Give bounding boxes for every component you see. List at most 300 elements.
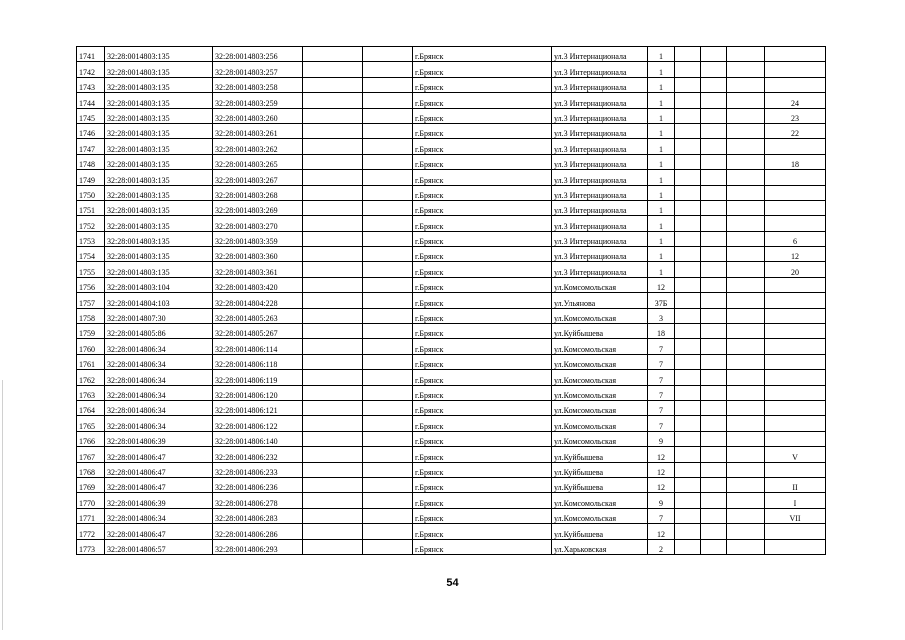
empty-cell xyxy=(303,539,363,554)
house-number-cell: 7 xyxy=(648,370,675,385)
city-cell: г.Брянск xyxy=(413,262,552,277)
street-cell: ул.3 Интернационала xyxy=(552,123,648,138)
city-cell: г.Брянск xyxy=(413,247,552,262)
empty-cell xyxy=(363,231,413,246)
row-number: 1761 xyxy=(77,354,105,369)
empty-cell xyxy=(675,385,701,400)
empty-cell xyxy=(701,447,727,462)
table-row xyxy=(77,231,826,246)
empty-cell xyxy=(303,47,363,62)
apartment-cell xyxy=(765,185,826,200)
parent-cadastral-number: 32:28:0014803:135 xyxy=(105,62,213,77)
table-row xyxy=(77,462,826,477)
street-cell: ул.Комсомольская xyxy=(552,385,648,400)
page-number: 54 xyxy=(446,577,459,589)
cadastral-number: 32:28:0014803:361 xyxy=(213,262,303,277)
empty-cell xyxy=(303,200,363,215)
empty-cell xyxy=(675,47,701,62)
city-cell: г.Брянск xyxy=(413,370,552,385)
empty-cell xyxy=(727,293,765,308)
table-row xyxy=(77,293,826,308)
scan-edge-line xyxy=(2,380,3,630)
empty-cell xyxy=(701,308,727,323)
row-number: 1767 xyxy=(77,447,105,462)
empty-cell xyxy=(303,354,363,369)
empty-cell xyxy=(727,185,765,200)
city-cell: г.Брянск xyxy=(413,354,552,369)
street-cell: ул.Комсомольская xyxy=(552,508,648,523)
city-cell: г.Брянск xyxy=(413,47,552,62)
empty-cell xyxy=(675,508,701,523)
table-row xyxy=(77,493,826,508)
empty-cell xyxy=(675,400,701,415)
parent-cadastral-number: 32:28:0014805:86 xyxy=(105,324,213,339)
street-cell: ул.Комсомольская xyxy=(552,370,648,385)
empty-cell xyxy=(303,293,363,308)
street-cell: ул.Куйбышева xyxy=(552,447,648,462)
empty-cell xyxy=(303,324,363,339)
empty-cell xyxy=(727,354,765,369)
parent-cadastral-number: 32:28:0014803:135 xyxy=(105,170,213,185)
empty-cell xyxy=(363,185,413,200)
cadastral-number: 32:28:0014806:140 xyxy=(213,431,303,446)
apartment-cell: 20 xyxy=(765,262,826,277)
table-row xyxy=(77,524,826,539)
empty-cell xyxy=(727,539,765,554)
table-row xyxy=(77,308,826,323)
city-cell: г.Брянск xyxy=(413,324,552,339)
empty-cell xyxy=(701,416,727,431)
empty-cell xyxy=(363,216,413,231)
empty-cell xyxy=(701,524,727,539)
street-cell: ул.Куйбышева xyxy=(552,524,648,539)
house-number-cell: 12 xyxy=(648,277,675,292)
empty-cell xyxy=(303,416,363,431)
table-row xyxy=(77,247,826,262)
parent-cadastral-number: 32:28:0014803:135 xyxy=(105,77,213,92)
parent-cadastral-number: 32:28:0014803:135 xyxy=(105,185,213,200)
house-number-cell: 1 xyxy=(648,247,675,262)
house-number-cell: 1 xyxy=(648,231,675,246)
house-number-cell: 2 xyxy=(648,539,675,554)
table-row xyxy=(77,539,826,554)
cadastral-number: 32:28:0014803:359 xyxy=(213,231,303,246)
house-number-cell: 1 xyxy=(648,108,675,123)
empty-cell xyxy=(701,154,727,169)
row-number: 1744 xyxy=(77,93,105,108)
empty-cell xyxy=(727,462,765,477)
cadastral-number: 32:28:0014806:114 xyxy=(213,339,303,354)
empty-cell xyxy=(363,508,413,523)
empty-cell xyxy=(727,339,765,354)
empty-cell xyxy=(363,308,413,323)
parent-cadastral-number: 32:28:0014803:135 xyxy=(105,108,213,123)
city-cell: г.Брянск xyxy=(413,339,552,354)
house-number-cell: 1 xyxy=(648,62,675,77)
empty-cell xyxy=(727,62,765,77)
empty-cell xyxy=(675,77,701,92)
street-cell: ул.Комсомольская xyxy=(552,493,648,508)
apartment-cell xyxy=(765,77,826,92)
row-number: 1765 xyxy=(77,416,105,431)
empty-cell xyxy=(701,123,727,138)
apartment-cell xyxy=(765,416,826,431)
house-number-cell: 1 xyxy=(648,47,675,62)
city-cell: г.Брянск xyxy=(413,200,552,215)
empty-cell xyxy=(701,216,727,231)
house-number-cell: 7 xyxy=(648,354,675,369)
street-cell: ул.Харьковская xyxy=(552,539,648,554)
table-row xyxy=(77,416,826,431)
house-number-cell: 7 xyxy=(648,400,675,415)
city-cell: г.Брянск xyxy=(413,123,552,138)
city-cell: г.Брянск xyxy=(413,216,552,231)
empty-cell xyxy=(701,77,727,92)
row-number: 1760 xyxy=(77,339,105,354)
cadastral-number: 32:28:0014803:259 xyxy=(213,93,303,108)
row-number: 1769 xyxy=(77,477,105,492)
document-sheet xyxy=(76,46,826,555)
street-cell: ул.3 Интернационала xyxy=(552,62,648,77)
table-row xyxy=(77,431,826,446)
apartment-cell: 24 xyxy=(765,93,826,108)
empty-cell xyxy=(303,170,363,185)
apartment-cell: 18 xyxy=(765,154,826,169)
parent-cadastral-number: 32:28:0014806:47 xyxy=(105,477,213,492)
street-cell: ул.Куйбышева xyxy=(552,324,648,339)
city-cell: г.Брянск xyxy=(413,108,552,123)
table-row xyxy=(77,62,826,77)
apartment-cell xyxy=(765,524,826,539)
parent-cadastral-number: 32:28:0014803:135 xyxy=(105,93,213,108)
table-row xyxy=(77,123,826,138)
house-number-cell: 12 xyxy=(648,477,675,492)
house-number-cell: 18 xyxy=(648,324,675,339)
cadastral-number: 32:28:0014806:119 xyxy=(213,370,303,385)
empty-cell xyxy=(363,385,413,400)
city-cell: г.Брянск xyxy=(413,308,552,323)
empty-cell xyxy=(363,62,413,77)
row-number: 1763 xyxy=(77,385,105,400)
street-cell: ул.3 Интернационала xyxy=(552,139,648,154)
empty-cell xyxy=(363,200,413,215)
row-number: 1751 xyxy=(77,200,105,215)
house-number-cell: 1 xyxy=(648,185,675,200)
empty-cell xyxy=(701,508,727,523)
parent-cadastral-number: 32:28:0014806:34 xyxy=(105,370,213,385)
apartment-cell xyxy=(765,324,826,339)
cadastral-number: 32:28:0014806:121 xyxy=(213,400,303,415)
table-row xyxy=(77,400,826,415)
empty-cell xyxy=(303,77,363,92)
city-cell: г.Брянск xyxy=(413,277,552,292)
empty-cell xyxy=(363,108,413,123)
cadastral-number: 32:28:0014806:286 xyxy=(213,524,303,539)
street-cell: ул.Комсомольская xyxy=(552,431,648,446)
empty-cell xyxy=(363,123,413,138)
street-cell: ул.3 Интернационала xyxy=(552,154,648,169)
registry-table xyxy=(76,46,826,555)
parent-cadastral-number: 32:28:0014803:135 xyxy=(105,47,213,62)
empty-cell xyxy=(675,462,701,477)
parent-cadastral-number: 32:28:0014806:47 xyxy=(105,447,213,462)
empty-cell xyxy=(363,524,413,539)
cadastral-number: 32:28:0014803:265 xyxy=(213,154,303,169)
apartment-cell xyxy=(765,200,826,215)
row-number: 1750 xyxy=(77,185,105,200)
empty-cell xyxy=(701,185,727,200)
empty-cell xyxy=(701,62,727,77)
table-row xyxy=(77,447,826,462)
empty-cell xyxy=(727,123,765,138)
empty-cell xyxy=(701,247,727,262)
apartment-cell: 23 xyxy=(765,108,826,123)
row-number: 1741 xyxy=(77,47,105,62)
street-cell: ул.3 Интернационала xyxy=(552,185,648,200)
house-number-cell: 12 xyxy=(648,447,675,462)
empty-cell xyxy=(701,493,727,508)
empty-cell xyxy=(727,493,765,508)
empty-cell xyxy=(303,62,363,77)
table-row xyxy=(77,216,826,231)
registry-rows xyxy=(77,47,826,555)
apartment-cell: 6 xyxy=(765,231,826,246)
empty-cell xyxy=(675,477,701,492)
cadastral-number: 32:28:0014803:258 xyxy=(213,77,303,92)
cadastral-number: 32:28:0014806:233 xyxy=(213,462,303,477)
empty-cell xyxy=(303,154,363,169)
empty-cell xyxy=(727,231,765,246)
house-number-cell: 1 xyxy=(648,262,675,277)
empty-cell xyxy=(675,493,701,508)
empty-cell xyxy=(727,385,765,400)
apartment-cell xyxy=(765,308,826,323)
apartment-cell: I xyxy=(765,493,826,508)
empty-cell xyxy=(303,185,363,200)
cadastral-number: 32:28:0014803:256 xyxy=(213,47,303,62)
empty-cell xyxy=(727,416,765,431)
parent-cadastral-number: 32:28:0014807:30 xyxy=(105,308,213,323)
empty-cell xyxy=(727,216,765,231)
row-number: 1756 xyxy=(77,277,105,292)
table-row xyxy=(77,154,826,169)
parent-cadastral-number: 32:28:0014803:135 xyxy=(105,216,213,231)
row-number: 1753 xyxy=(77,231,105,246)
parent-cadastral-number: 32:28:0014803:135 xyxy=(105,247,213,262)
empty-cell xyxy=(675,308,701,323)
street-cell: ул.Комсомольская xyxy=(552,416,648,431)
cadastral-number: 32:28:0014805:263 xyxy=(213,308,303,323)
empty-cell xyxy=(363,431,413,446)
empty-cell xyxy=(363,93,413,108)
row-number: 1770 xyxy=(77,493,105,508)
cadastral-number: 32:28:0014806:118 xyxy=(213,354,303,369)
city-cell: г.Брянск xyxy=(413,293,552,308)
table-row xyxy=(77,200,826,215)
table-row xyxy=(77,477,826,492)
house-number-cell: 12 xyxy=(648,462,675,477)
empty-cell xyxy=(303,247,363,262)
city-cell: г.Брянск xyxy=(413,77,552,92)
empty-cell xyxy=(701,324,727,339)
apartment-cell xyxy=(765,400,826,415)
street-cell: ул.3 Интернационала xyxy=(552,170,648,185)
empty-cell xyxy=(701,47,727,62)
empty-cell xyxy=(303,400,363,415)
cadastral-number: 32:28:0014803:262 xyxy=(213,139,303,154)
house-number-cell: 7 xyxy=(648,385,675,400)
street-cell: ул.3 Интернационала xyxy=(552,77,648,92)
empty-cell xyxy=(727,277,765,292)
empty-cell xyxy=(727,93,765,108)
city-cell: г.Брянск xyxy=(413,462,552,477)
empty-cell xyxy=(701,277,727,292)
table-row xyxy=(77,139,826,154)
street-cell: ул.3 Интернационала xyxy=(552,216,648,231)
empty-cell xyxy=(303,431,363,446)
apartment-cell xyxy=(765,339,826,354)
empty-cell xyxy=(675,216,701,231)
parent-cadastral-number: 32:28:0014806:34 xyxy=(105,416,213,431)
cadastral-number: 32:28:0014806:236 xyxy=(213,477,303,492)
apartment-cell xyxy=(765,277,826,292)
cadastral-number: 32:28:0014803:420 xyxy=(213,277,303,292)
row-number: 1768 xyxy=(77,462,105,477)
cadastral-number: 32:28:0014803:260 xyxy=(213,108,303,123)
parent-cadastral-number: 32:28:0014806:34 xyxy=(105,508,213,523)
cadastral-number: 32:28:0014803:270 xyxy=(213,216,303,231)
empty-cell xyxy=(727,247,765,262)
empty-cell xyxy=(303,123,363,138)
empty-cell xyxy=(727,524,765,539)
empty-cell xyxy=(363,293,413,308)
street-cell: ул.3 Интернационала xyxy=(552,200,648,215)
table-row xyxy=(77,77,826,92)
street-cell: ул.3 Интернационала xyxy=(552,93,648,108)
city-cell: г.Брянск xyxy=(413,539,552,554)
apartment-cell xyxy=(765,462,826,477)
cadastral-number: 32:28:0014803:360 xyxy=(213,247,303,262)
city-cell: г.Брянск xyxy=(413,385,552,400)
city-cell: г.Брянск xyxy=(413,477,552,492)
apartment-cell xyxy=(765,139,826,154)
empty-cell xyxy=(727,447,765,462)
row-number: 1752 xyxy=(77,216,105,231)
street-cell: ул.Комсомольская xyxy=(552,400,648,415)
empty-cell xyxy=(727,431,765,446)
house-number-cell: 1 xyxy=(648,154,675,169)
house-number-cell: 1 xyxy=(648,139,675,154)
apartment-cell xyxy=(765,354,826,369)
empty-cell xyxy=(727,139,765,154)
row-number: 1746 xyxy=(77,123,105,138)
empty-cell xyxy=(303,339,363,354)
cadastral-number: 32:28:0014803:268 xyxy=(213,185,303,200)
parent-cadastral-number: 32:28:0014803:135 xyxy=(105,154,213,169)
empty-cell xyxy=(727,170,765,185)
house-number-cell: 9 xyxy=(648,493,675,508)
row-number: 1743 xyxy=(77,77,105,92)
row-number: 1742 xyxy=(77,62,105,77)
empty-cell xyxy=(675,108,701,123)
empty-cell xyxy=(701,431,727,446)
empty-cell xyxy=(675,339,701,354)
empty-cell xyxy=(303,508,363,523)
cadastral-number: 32:28:0014803:261 xyxy=(213,123,303,138)
empty-cell xyxy=(303,277,363,292)
empty-cell xyxy=(303,493,363,508)
row-number: 1754 xyxy=(77,247,105,262)
street-cell: ул.Комсомольская xyxy=(552,354,648,369)
empty-cell xyxy=(701,354,727,369)
street-cell: ул.Комсомольская xyxy=(552,339,648,354)
cadastral-number: 32:28:0014806:120 xyxy=(213,385,303,400)
table-row xyxy=(77,170,826,185)
empty-cell xyxy=(303,308,363,323)
street-cell: ул.3 Интернационала xyxy=(552,231,648,246)
empty-cell xyxy=(303,231,363,246)
row-number: 1771 xyxy=(77,508,105,523)
empty-cell xyxy=(727,400,765,415)
row-number: 1757 xyxy=(77,293,105,308)
empty-cell xyxy=(675,416,701,431)
row-number: 1747 xyxy=(77,139,105,154)
empty-cell xyxy=(701,262,727,277)
empty-cell xyxy=(363,416,413,431)
empty-cell xyxy=(727,477,765,492)
empty-cell xyxy=(303,370,363,385)
empty-cell xyxy=(701,385,727,400)
parent-cadastral-number: 32:28:0014806:34 xyxy=(105,400,213,415)
city-cell: г.Брянск xyxy=(413,400,552,415)
city-cell: г.Брянск xyxy=(413,508,552,523)
city-cell: г.Брянск xyxy=(413,447,552,462)
table-row xyxy=(77,47,826,62)
empty-cell xyxy=(701,462,727,477)
empty-cell xyxy=(701,539,727,554)
parent-cadastral-number: 32:28:0014806:34 xyxy=(105,339,213,354)
empty-cell xyxy=(675,139,701,154)
parent-cadastral-number: 32:28:0014803:135 xyxy=(105,262,213,277)
empty-cell xyxy=(727,47,765,62)
house-number-cell: 7 xyxy=(648,416,675,431)
empty-cell xyxy=(727,508,765,523)
table-row xyxy=(77,277,826,292)
empty-cell xyxy=(303,385,363,400)
empty-cell xyxy=(675,539,701,554)
empty-cell xyxy=(363,493,413,508)
empty-cell xyxy=(701,139,727,154)
empty-cell xyxy=(727,77,765,92)
parent-cadastral-number: 32:28:0014806:47 xyxy=(105,462,213,477)
empty-cell xyxy=(701,293,727,308)
empty-cell xyxy=(303,447,363,462)
empty-cell xyxy=(727,262,765,277)
apartment-cell xyxy=(765,47,826,62)
house-number-cell: 1 xyxy=(648,77,675,92)
empty-cell xyxy=(675,185,701,200)
row-number: 1764 xyxy=(77,400,105,415)
empty-cell xyxy=(675,354,701,369)
apartment-cell xyxy=(765,293,826,308)
empty-cell xyxy=(701,477,727,492)
city-cell: г.Брянск xyxy=(413,416,552,431)
empty-cell xyxy=(675,293,701,308)
house-number-cell: 1 xyxy=(648,216,675,231)
empty-cell xyxy=(701,170,727,185)
empty-cell xyxy=(363,539,413,554)
empty-cell xyxy=(363,447,413,462)
